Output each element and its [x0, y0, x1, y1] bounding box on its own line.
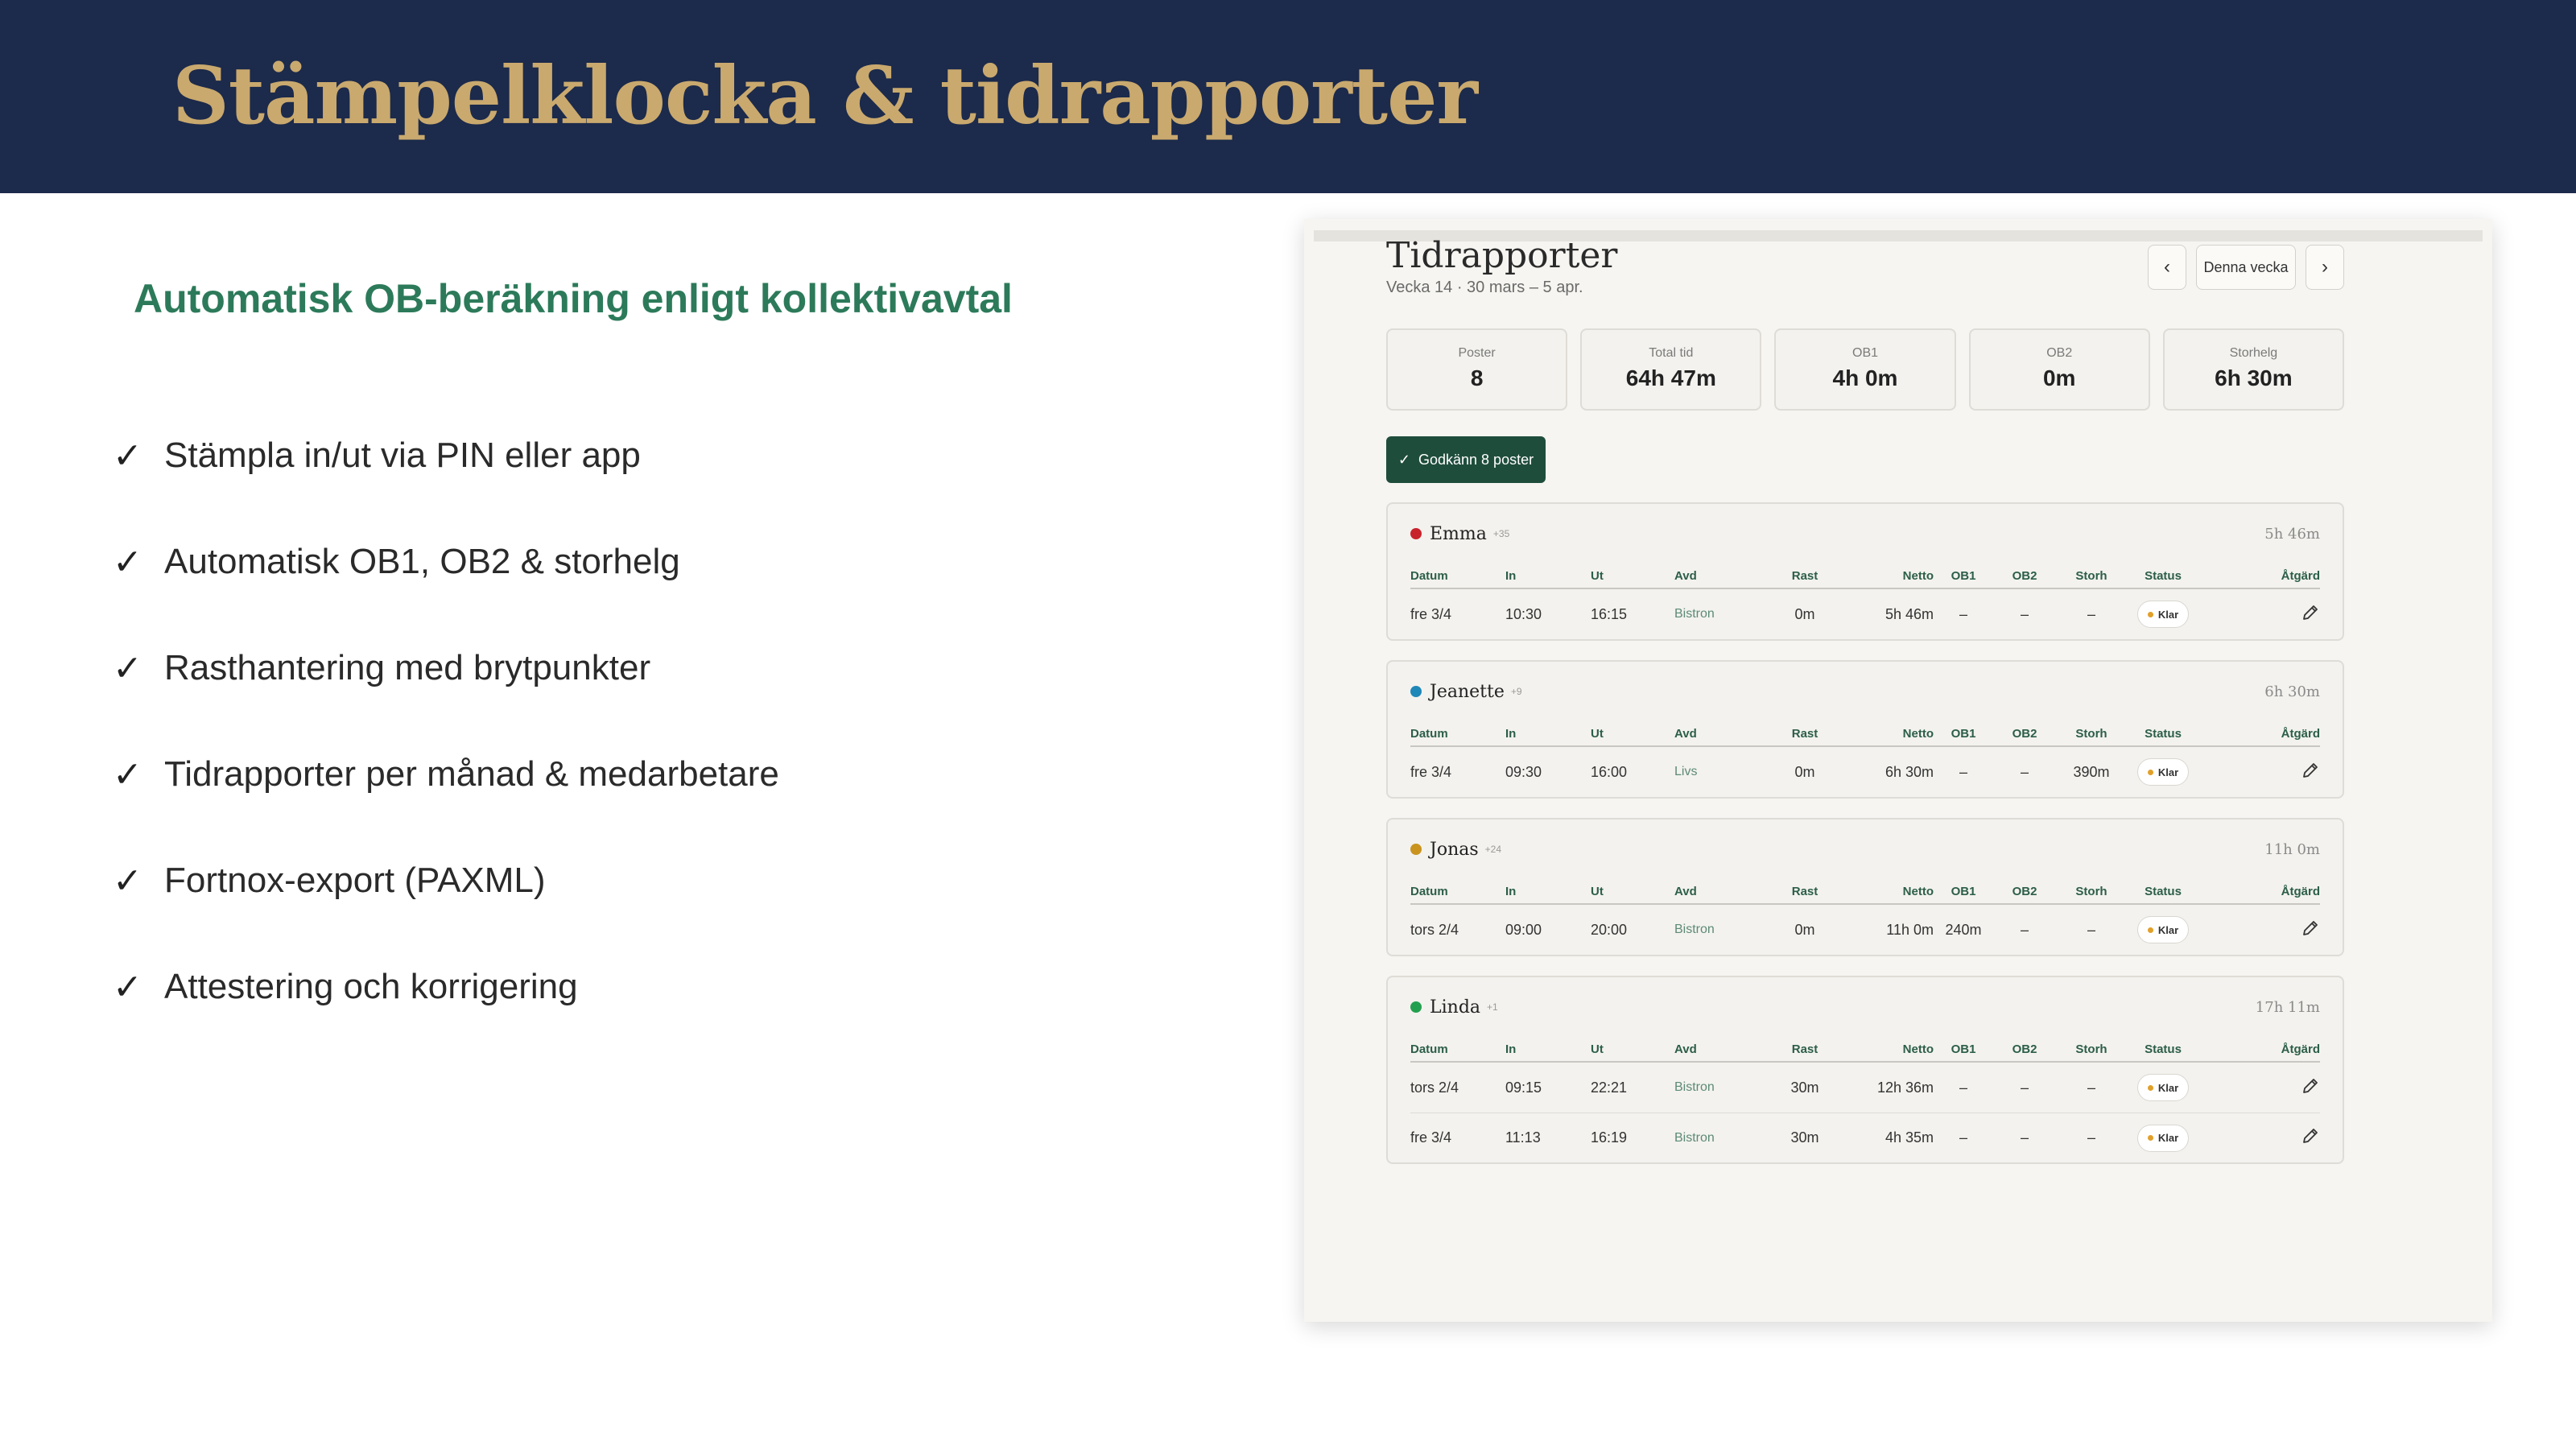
status-dot-icon: [2148, 927, 2153, 933]
edit-icon[interactable]: [2301, 919, 2320, 938]
column-header-rast: Rast: [1791, 1042, 1818, 1056]
employee-total-time: 6h 30m: [2264, 683, 2320, 700]
employee-entry-count: +24: [1484, 844, 1501, 855]
cell-ut: 16:19: [1591, 1129, 1628, 1146]
cell-avd: Bistron: [1674, 607, 1715, 621]
stat-label: OB2: [2046, 346, 2073, 360]
cell-in: 10:30: [1505, 605, 1542, 622]
column-header-storh: Storh: [2075, 1042, 2107, 1056]
check-icon: ✓: [1397, 451, 1410, 468]
cell-netto: 5h 46m: [1885, 605, 1934, 622]
column-header-storh: Storh: [2075, 568, 2107, 583]
column-header-status: Status: [2145, 884, 2182, 898]
feature-text: Stämpla in/ut via PIN eller app: [164, 436, 641, 475]
status-badge: [2137, 601, 2189, 628]
column-header-atgard: Åtgärd: [2281, 884, 2320, 898]
employee-card-header: [1410, 977, 2320, 1037]
prev-week-button[interactable]: ‹: [2148, 245, 2186, 290]
stat-value: 8: [1470, 365, 1484, 390]
feature-item: [113, 828, 779, 934]
employee-color-dot: [1410, 528, 1422, 539]
column-header-in: In: [1505, 726, 1517, 741]
cell-rast: 0m: [1794, 605, 1815, 622]
column-header-netto: Netto: [1902, 1042, 1934, 1056]
stat-card-storhelg: [2163, 328, 2344, 411]
action-cell: [2199, 761, 2320, 784]
column-header-datum: Datum: [1410, 884, 1448, 898]
cell-avd: Bistron: [1674, 1080, 1715, 1094]
week-range-label: Vecka 14 · 30 mars – 5 apr.: [1386, 279, 1583, 296]
stat-value: 0m: [2042, 365, 2076, 390]
column-header-ob1: OB1: [1951, 1042, 1976, 1056]
column-header-ob1: OB1: [1951, 726, 1976, 741]
column-header-avd: Avd: [1674, 568, 1697, 583]
stat-label: Storhelg: [2229, 346, 2278, 360]
stats-row: [1386, 328, 2344, 411]
cell-ut: 22:21: [1591, 1079, 1628, 1096]
slide-subtitle: Automatisk OB-beräkning enligt kollektivavtal: [134, 276, 1013, 321]
table-header-row: [1410, 1037, 2320, 1063]
column-header-atgard: Åtgärd: [2281, 568, 2320, 583]
cell-ob2: –: [2020, 1129, 2029, 1146]
cell-storh: –: [2087, 921, 2095, 938]
table-row: [1410, 747, 2320, 797]
column-header-ob2: OB2: [2012, 884, 2037, 898]
cell-rast: 0m: [1794, 921, 1815, 938]
checkmark-icon: ✓: [113, 861, 142, 901]
employee-card: [1386, 502, 2344, 641]
cell-in: 09:15: [1505, 1079, 1542, 1096]
status-cell: [2127, 601, 2199, 628]
table-row: [1410, 1063, 2320, 1113]
cell-ob1: 240m: [1945, 921, 1982, 938]
status-dot-icon: [2148, 1085, 2153, 1091]
cell-datum: tors 2/4: [1410, 1079, 1459, 1096]
cell-ob1: –: [1959, 1079, 1967, 1096]
action-cell: [2199, 919, 2320, 942]
status-text: Klar: [2157, 923, 2179, 936]
stat-label: Total tid: [1649, 346, 1694, 360]
employee-card: [1386, 818, 2344, 956]
cell-datum: fre 3/4: [1410, 763, 1452, 780]
action-cell: [2199, 1126, 2320, 1150]
slide-title: Stämpelklocka & tidrapporter: [172, 50, 1478, 142]
feature-item: [113, 934, 779, 1040]
status-dot-icon: [2148, 612, 2153, 617]
edit-icon[interactable]: [2301, 1076, 2320, 1096]
column-header-ut: Ut: [1591, 1042, 1604, 1056]
column-header-ob1: OB1: [1951, 884, 1976, 898]
cell-netto: 12h 36m: [1876, 1079, 1934, 1096]
column-header-ut: Ut: [1591, 884, 1604, 898]
status-cell: [2127, 758, 2199, 786]
feature-list: [113, 402, 779, 1040]
column-header-storh: Storh: [2075, 726, 2107, 741]
column-header-in: In: [1505, 884, 1517, 898]
cell-ob1: –: [1959, 605, 1967, 622]
cell-ob2: –: [2020, 605, 2029, 622]
status-dot-icon: [2148, 1135, 2153, 1141]
approve-all-button[interactable]: [1386, 436, 1546, 483]
cell-ob1: –: [1959, 1129, 1967, 1146]
feature-text: Tidrapporter per månad & medarbetare: [164, 754, 779, 794]
cell-netto: 6h 30m: [1885, 763, 1934, 780]
next-week-button[interactable]: ›: [2306, 245, 2344, 290]
employee-total-time: 5h 46m: [2264, 525, 2320, 543]
cell-in: 11:13: [1505, 1129, 1541, 1146]
feature-item: [113, 615, 779, 721]
stat-value: 6h 30m: [2215, 365, 2293, 390]
feature-item: [113, 509, 779, 615]
edit-icon[interactable]: [2301, 1126, 2320, 1146]
table-header-row: [1410, 879, 2320, 905]
app-page-title: Tidrapporter: [1386, 235, 1618, 276]
cell-avd: Livs: [1674, 765, 1698, 778]
column-header-storh: Storh: [2075, 884, 2107, 898]
column-header-rast: Rast: [1791, 726, 1818, 741]
employee-color-dot: [1410, 686, 1422, 697]
column-header-rast: Rast: [1791, 568, 1818, 583]
action-cell: [2199, 1076, 2320, 1100]
cell-rast: 0m: [1794, 763, 1815, 780]
feature-item: [113, 721, 779, 828]
cell-ob2: –: [2020, 921, 2029, 938]
cell-ob2: –: [2020, 763, 2029, 780]
feature-text: Fortnox-export (PAXML): [164, 861, 546, 900]
feature-text: Automatisk OB1, OB2 & storhelg: [164, 542, 680, 581]
cell-datum: fre 3/4: [1410, 605, 1452, 622]
employee-card-header: [1410, 819, 2320, 879]
employee-card: [1386, 976, 2344, 1164]
feature-text: Rasthantering med brytpunkter: [164, 648, 651, 687]
cell-datum: tors 2/4: [1410, 921, 1459, 938]
column-header-ut: Ut: [1591, 568, 1604, 583]
table-row: [1410, 905, 2320, 955]
employee-name: Jonas: [1430, 839, 1479, 860]
stat-value: 64h 47m: [1625, 365, 1716, 390]
cell-rast: 30m: [1790, 1129, 1819, 1146]
feature-item: [113, 402, 779, 509]
stat-label: Poster: [1458, 346, 1496, 360]
this-week-button[interactable]: Denna vecka: [2196, 245, 2296, 290]
status-cell: [2127, 1125, 2199, 1152]
employee-card-header: [1410, 504, 2320, 564]
cell-ob2: –: [2020, 1079, 2029, 1096]
column-header-atgard: Åtgärd: [2281, 726, 2320, 741]
status-badge: [2137, 1125, 2189, 1152]
checkmark-icon: ✓: [113, 436, 142, 476]
status-text: Klar: [2157, 1132, 2179, 1144]
status-badge: [2137, 758, 2189, 786]
cell-in: 09:00: [1505, 921, 1542, 938]
cell-storh: –: [2087, 1129, 2095, 1146]
status-dot-icon: [2148, 770, 2153, 775]
status-text: Klar: [2157, 608, 2179, 621]
slide-header: [0, 0, 2576, 193]
employee-entry-count: +35: [1492, 528, 1510, 539]
cell-avd: Bistron: [1674, 1130, 1715, 1145]
cell-ob1: –: [1959, 763, 1967, 780]
cell-in: 09:30: [1505, 763, 1542, 780]
table-row: [1410, 589, 2320, 639]
approve-button-label: Godkänn 8 poster: [1418, 451, 1534, 468]
cell-rast: 30m: [1790, 1079, 1819, 1096]
employee-name: Emma: [1430, 523, 1487, 544]
column-header-netto: Netto: [1902, 884, 1934, 898]
stat-value: 4h 0m: [1832, 365, 1898, 390]
cell-datum: fre 3/4: [1410, 1129, 1452, 1146]
cell-ut: 16:00: [1591, 763, 1628, 780]
app-screenshot: [1304, 219, 2492, 1322]
column-header-netto: Netto: [1902, 568, 1934, 583]
edit-icon[interactable]: [2301, 603, 2320, 622]
status-badge: [2137, 1074, 2189, 1101]
column-header-netto: Netto: [1902, 726, 1934, 741]
column-header-ut: Ut: [1591, 726, 1604, 741]
checkmark-icon: ✓: [113, 542, 142, 582]
cell-netto: 4h 35m: [1885, 1129, 1934, 1146]
cell-ut: 20:00: [1591, 921, 1628, 938]
cell-storh: –: [2087, 605, 2095, 622]
cell-netto: 11h 0m: [1886, 921, 1934, 938]
column-header-ob1: OB1: [1951, 568, 1976, 583]
status-text: Klar: [2157, 1081, 2179, 1094]
feature-text: Attestering och korrigering: [164, 967, 578, 1006]
column-header-datum: Datum: [1410, 726, 1448, 741]
column-header-in: In: [1505, 568, 1517, 583]
stat-card-total-time: [1580, 328, 1761, 411]
employee-name: Linda: [1430, 997, 1481, 1018]
cell-storh: –: [2087, 1079, 2095, 1096]
status-cell: [2127, 1074, 2199, 1101]
column-header-datum: Datum: [1410, 1042, 1448, 1056]
stat-card-poster: [1386, 328, 1567, 411]
stat-label: OB1: [1852, 346, 1879, 360]
stat-card-ob2: [1969, 328, 2150, 411]
table-header-row: [1410, 564, 2320, 589]
column-header-in: In: [1505, 1042, 1517, 1056]
column-header-avd: Avd: [1674, 726, 1697, 741]
employee-entry-count: +1: [1487, 1001, 1498, 1013]
employee-card-header: [1410, 662, 2320, 721]
employee-card: [1386, 660, 2344, 799]
column-header-ob2: OB2: [2012, 1042, 2037, 1056]
checkmark-icon: ✓: [113, 754, 142, 795]
column-header-ob2: OB2: [2012, 726, 2037, 741]
edit-icon[interactable]: [2301, 761, 2320, 780]
status-text: Klar: [2157, 766, 2179, 778]
column-header-datum: Datum: [1410, 568, 1448, 583]
column-header-status: Status: [2145, 568, 2182, 583]
column-header-atgard: Åtgärd: [2281, 1042, 2320, 1056]
stat-card-ob1: [1774, 328, 1955, 411]
employee-total-time: 17h 11m: [2255, 998, 2320, 1016]
cell-storh: 390m: [2073, 763, 2110, 780]
table-header-row: [1410, 721, 2320, 747]
column-header-avd: Avd: [1674, 1042, 1697, 1056]
employee-card-list: [1386, 502, 2344, 1183]
employee-color-dot: [1410, 844, 1422, 855]
cell-avd: Bistron: [1674, 923, 1715, 936]
status-badge: [2137, 916, 2189, 943]
employee-entry-count: +9: [1510, 686, 1522, 697]
checkmark-icon: ✓: [113, 648, 142, 688]
checkmark-icon: ✓: [113, 967, 142, 1007]
column-header-ob2: OB2: [2012, 568, 2037, 583]
table-row: [1410, 1113, 2320, 1162]
column-header-status: Status: [2145, 726, 2182, 741]
employee-total-time: 11h 0m: [2264, 840, 2320, 858]
action-cell: [2199, 603, 2320, 626]
employee-name: Jeanette: [1430, 681, 1505, 702]
column-header-status: Status: [2145, 1042, 2182, 1056]
column-header-rast: Rast: [1791, 884, 1818, 898]
cell-ut: 16:15: [1591, 605, 1628, 622]
column-header-avd: Avd: [1674, 884, 1697, 898]
employee-color-dot: [1410, 1001, 1422, 1013]
status-cell: [2127, 916, 2199, 943]
